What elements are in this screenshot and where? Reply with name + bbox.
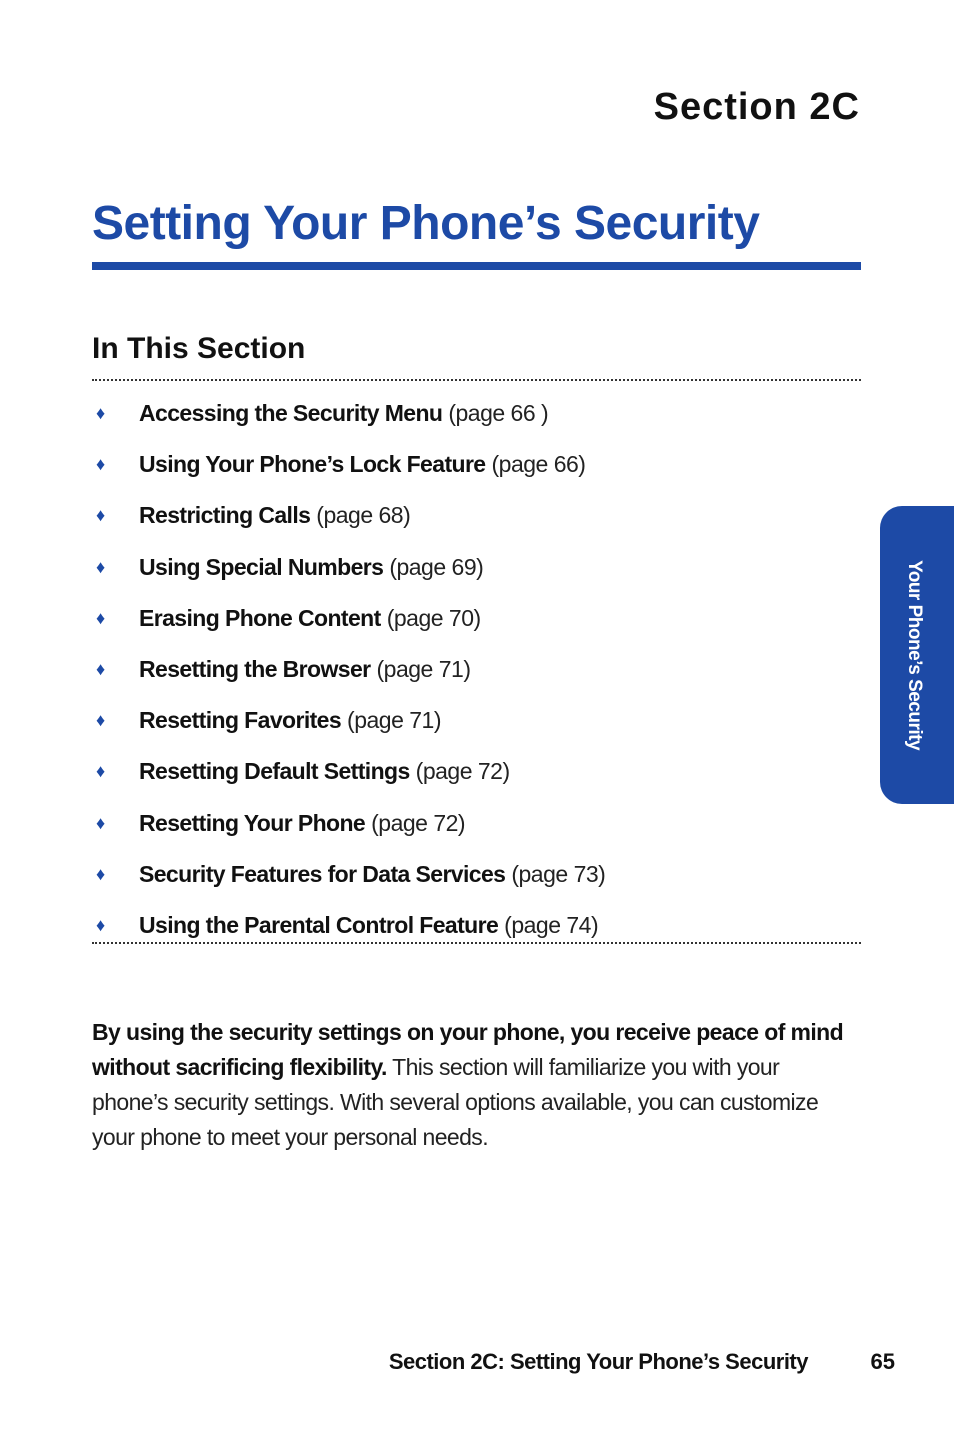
list-item[interactable] (92, 388, 861, 439)
list-item-title: Accessing the Security Menu (139, 400, 443, 427)
list-item[interactable] (92, 798, 861, 849)
list-item[interactable] (92, 644, 861, 695)
list-item-page-ref: (page 71) (376, 656, 471, 683)
intro-lead-text: By using the security settings on your phone, you receive peace of mind without sacrificing flexibility. (92, 1019, 844, 1080)
diamond-bullet-icon: ♦ (96, 556, 106, 577)
list-item-title: Using Special Numbers (139, 553, 384, 580)
diamond-bullet-icon: ♦ (96, 710, 106, 731)
list-item[interactable] (92, 695, 861, 746)
list-item-page-ref: (page 72) (371, 809, 466, 836)
list-item[interactable] (92, 439, 861, 490)
list-item-page-ref: (page 74) (504, 911, 599, 938)
diamond-bullet-icon: ♦ (96, 761, 106, 782)
list-item-page-ref: (page 72) (415, 758, 510, 785)
list-item-page-ref: (page 71) (347, 707, 442, 734)
intro-paragraph (92, 1015, 852, 1155)
list-item-page-ref: (page 69) (389, 553, 484, 580)
list-item-page-ref: (page 68) (316, 502, 411, 529)
diamond-bullet-icon: ♦ (96, 403, 106, 424)
list-item[interactable] (92, 542, 861, 593)
diamond-bullet-icon: ♦ (96, 505, 106, 526)
footer-page-number: 65 (870, 1349, 895, 1374)
page-title: Setting Your Phone’s Security (92, 197, 760, 250)
diamond-bullet-icon: ♦ (96, 914, 106, 935)
section-label: Section 2C (653, 86, 860, 128)
diamond-bullet-icon: ♦ (96, 659, 106, 680)
diamond-bullet-icon: ♦ (96, 607, 106, 628)
title-divider (92, 262, 861, 270)
intro-body-text: This section will familiarize you with your phone’s security settings. With several options available, you can customize your phone to meet your personal needs. (92, 1054, 819, 1150)
list-item-title: Resetting Default Settings (139, 758, 410, 785)
diamond-bullet-icon: ♦ (96, 454, 106, 475)
diamond-bullet-icon: ♦ (96, 812, 106, 833)
diamond-bullet-icon: ♦ (96, 863, 106, 884)
list-item[interactable] (92, 593, 861, 644)
list-item-title: Resetting Favorites (139, 707, 342, 734)
list-item[interactable] (92, 490, 861, 541)
list-item-title: Security Features for Data Services (139, 860, 506, 887)
list-item-title: Resetting Your Phone (139, 809, 366, 836)
in-this-section-heading: In This Section (92, 332, 306, 365)
list-item[interactable] (92, 849, 861, 900)
list-item-title: Erasing Phone Content (139, 604, 381, 631)
list-item-page-ref: (page 66) (491, 451, 586, 478)
section-contents-list (92, 388, 861, 951)
list-item-page-ref: (page 70) (386, 604, 481, 631)
list-item-title: Restricting Calls (139, 502, 311, 529)
side-tab-label: Your Phone’s Security (904, 559, 925, 751)
list-item-page-ref: (page 73) (511, 860, 606, 887)
dotted-divider-top (92, 379, 861, 381)
footer-section-title: Section 2C: Setting Your Phone’s Security (388, 1349, 808, 1374)
section-side-tab[interactable] (880, 506, 954, 804)
list-item-title: Using the Parental Control Feature (139, 911, 499, 938)
list-item-title: Resetting the Browser (139, 656, 371, 683)
list-item-page-ref: (page 66 ) (448, 400, 549, 427)
list-item[interactable] (92, 746, 861, 797)
dotted-divider-bottom (92, 942, 861, 944)
list-item-title: Using Your Phone’s Lock Feature (139, 451, 486, 478)
